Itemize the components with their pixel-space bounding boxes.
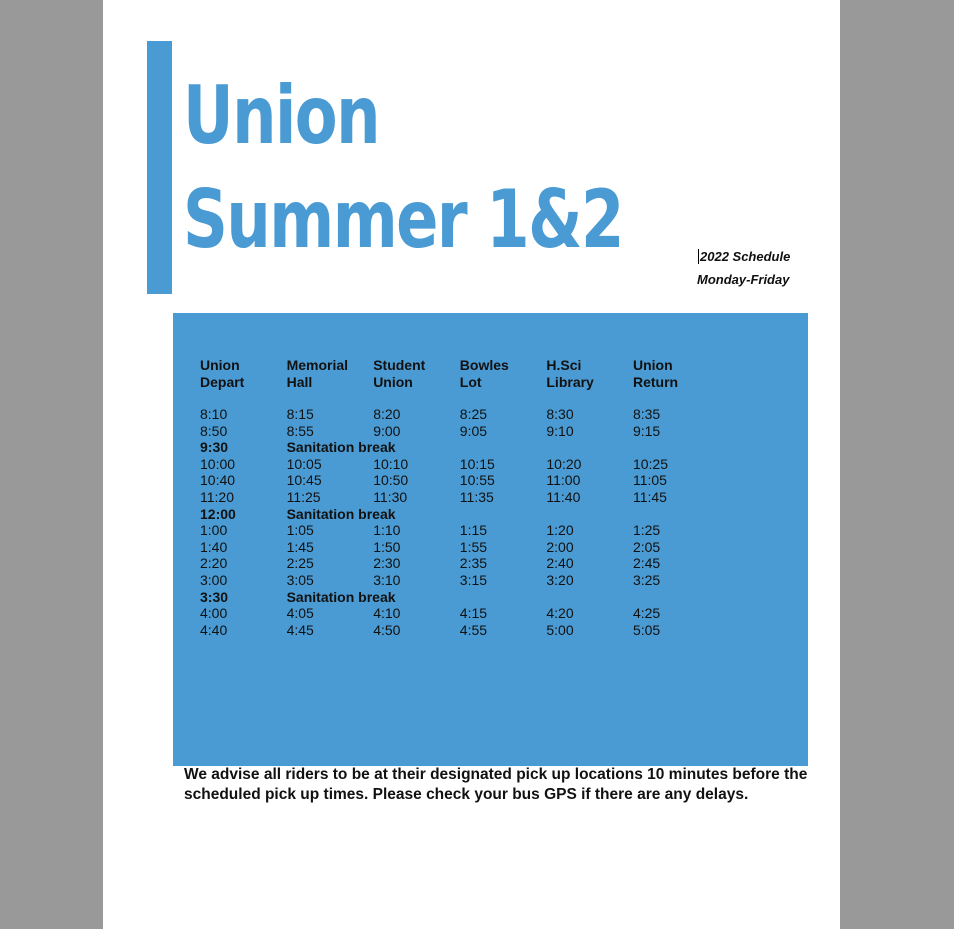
time-cell: 2:25 (286, 555, 314, 572)
column-header-line: Library (546, 374, 594, 390)
rider-advice: We advise all riders to be at their designated pick up locations 10 minutes before the scheduled pick up times. Please check your bus GPS if there are any delays. (184, 766, 808, 803)
break-row (200, 589, 720, 606)
time-cell: 2:00 (546, 538, 574, 555)
time-cell: 8:10 (200, 406, 228, 422)
break-time: 12:00 (200, 505, 236, 522)
column-header (546, 357, 633, 406)
column-header-line: Student (373, 357, 426, 373)
time-cell: 1:10 (373, 522, 401, 539)
time-cell: 8:55 (286, 422, 314, 439)
column-header-line: Hall (286, 374, 313, 390)
time-cell: 11:45 (632, 488, 667, 505)
time-cell: 1:00 (200, 522, 228, 539)
time-cell: 4:50 (373, 621, 401, 638)
time-cell: 2:30 (373, 555, 401, 572)
time-cell: 9:05 (459, 422, 488, 439)
break-time: 3:30 (200, 588, 229, 605)
time-cell: 9:15 (632, 422, 661, 439)
time-cell: 1:50 (373, 538, 401, 555)
table-row (200, 555, 720, 572)
time-cell: 4:00 (200, 605, 228, 622)
time-cell: 8:50 (200, 422, 228, 439)
time-cell: 3:20 (546, 571, 574, 588)
time-cell: 4:25 (632, 605, 661, 622)
column-header-line: Return (632, 374, 679, 390)
time-cell: 1:55 (459, 538, 488, 555)
time-cell: 4:15 (459, 605, 488, 622)
time-cell: 11:35 (459, 488, 494, 505)
title-line-1: Union (183, 69, 379, 162)
time-cell: 8:25 (459, 406, 488, 422)
column-header-line: Memorial (286, 357, 349, 373)
time-cell: 11:00 (546, 472, 581, 489)
table-row (200, 489, 720, 506)
time-cell: 10:10 (373, 455, 409, 472)
accent-bar (147, 41, 172, 294)
time-cell: 4:10 (373, 605, 401, 622)
time-cell: 9:10 (546, 422, 574, 439)
table-row (200, 423, 720, 440)
time-cell: 3:15 (459, 571, 488, 588)
column-header-line: Union (373, 374, 413, 390)
table-row (200, 472, 720, 489)
time-cell: 2:35 (459, 555, 488, 572)
time-cell: 1:20 (546, 522, 574, 539)
title-line-2: Summer 1&2 (183, 173, 623, 266)
table-row (200, 622, 720, 639)
time-cell: 9:00 (373, 422, 401, 439)
schedule-header-row (200, 357, 720, 406)
table-row (200, 456, 720, 473)
column-header (287, 357, 374, 406)
time-cell: 2:45 (632, 555, 661, 572)
time-cell: 5:00 (546, 621, 574, 638)
time-cell: 11:20 (200, 488, 234, 505)
time-cell: 1:40 (200, 538, 228, 555)
schedule-year: 2022 Schedule (700, 249, 791, 264)
table-row (200, 539, 720, 556)
time-cell: 1:45 (286, 538, 314, 555)
time-cell: 5:05 (632, 621, 661, 638)
time-cell: 4:55 (459, 621, 488, 638)
time-cell: 11:05 (632, 472, 667, 489)
time-cell: 4:40 (200, 621, 228, 638)
time-cell: 11:25 (286, 488, 321, 505)
column-header (633, 357, 720, 406)
break-row (200, 439, 720, 456)
time-cell: 10:45 (286, 472, 322, 489)
time-cell: 10:00 (200, 455, 236, 472)
time-cell: 11:30 (373, 488, 408, 505)
table-row (200, 522, 720, 539)
schedule-panel (173, 313, 808, 766)
break-time: 9:30 (200, 439, 229, 456)
table-row (200, 572, 720, 589)
break-label: Sanitation break (286, 588, 396, 605)
time-cell: 1:05 (286, 522, 314, 539)
time-cell: 4:45 (286, 621, 314, 638)
time-cell: 2:20 (200, 555, 228, 572)
column-header-line: Depart (200, 374, 245, 390)
column-header (200, 357, 287, 406)
table-row (200, 605, 720, 622)
column-header-line: Union (200, 357, 240, 373)
time-cell: 4:05 (286, 605, 314, 622)
column-header (373, 357, 460, 406)
time-cell: 4:20 (546, 605, 574, 622)
time-cell: 10:25 (632, 455, 669, 472)
document-page (103, 0, 840, 929)
column-header-line: H.Sci (546, 357, 582, 373)
time-cell: 11:40 (546, 488, 581, 505)
schedule-body (200, 406, 720, 638)
break-row (200, 506, 720, 523)
time-cell: 8:15 (286, 406, 314, 422)
break-label: Sanitation break (286, 505, 396, 522)
time-cell: 3:00 (200, 571, 228, 588)
time-cell: 1:15 (459, 522, 488, 539)
time-cell: 3:05 (286, 571, 314, 588)
column-header-line: Lot (459, 374, 482, 390)
column-header-line: Union (632, 357, 673, 373)
table-row (200, 406, 720, 423)
schedule-days: Monday-Friday (697, 272, 790, 287)
time-cell: 10:50 (373, 472, 409, 489)
time-cell: 2:05 (632, 538, 661, 555)
time-cell: 1:25 (632, 522, 661, 539)
time-cell: 8:35 (632, 406, 661, 422)
schedule-table (200, 357, 720, 638)
time-cell: 10:20 (546, 455, 582, 472)
break-label: Sanitation break (286, 439, 396, 456)
time-cell: 10:15 (459, 455, 495, 472)
column-header-line: Bowles (459, 357, 509, 373)
time-cell: 3:25 (632, 571, 661, 588)
time-cell: 3:10 (373, 571, 401, 588)
time-cell: 8:30 (546, 406, 574, 422)
column-header (460, 357, 547, 406)
time-cell: 10:05 (286, 455, 322, 472)
time-cell: 10:55 (459, 472, 495, 489)
time-cell: 2:40 (546, 555, 574, 572)
time-cell: 8:20 (373, 406, 401, 422)
time-cell: 10:40 (200, 472, 236, 489)
